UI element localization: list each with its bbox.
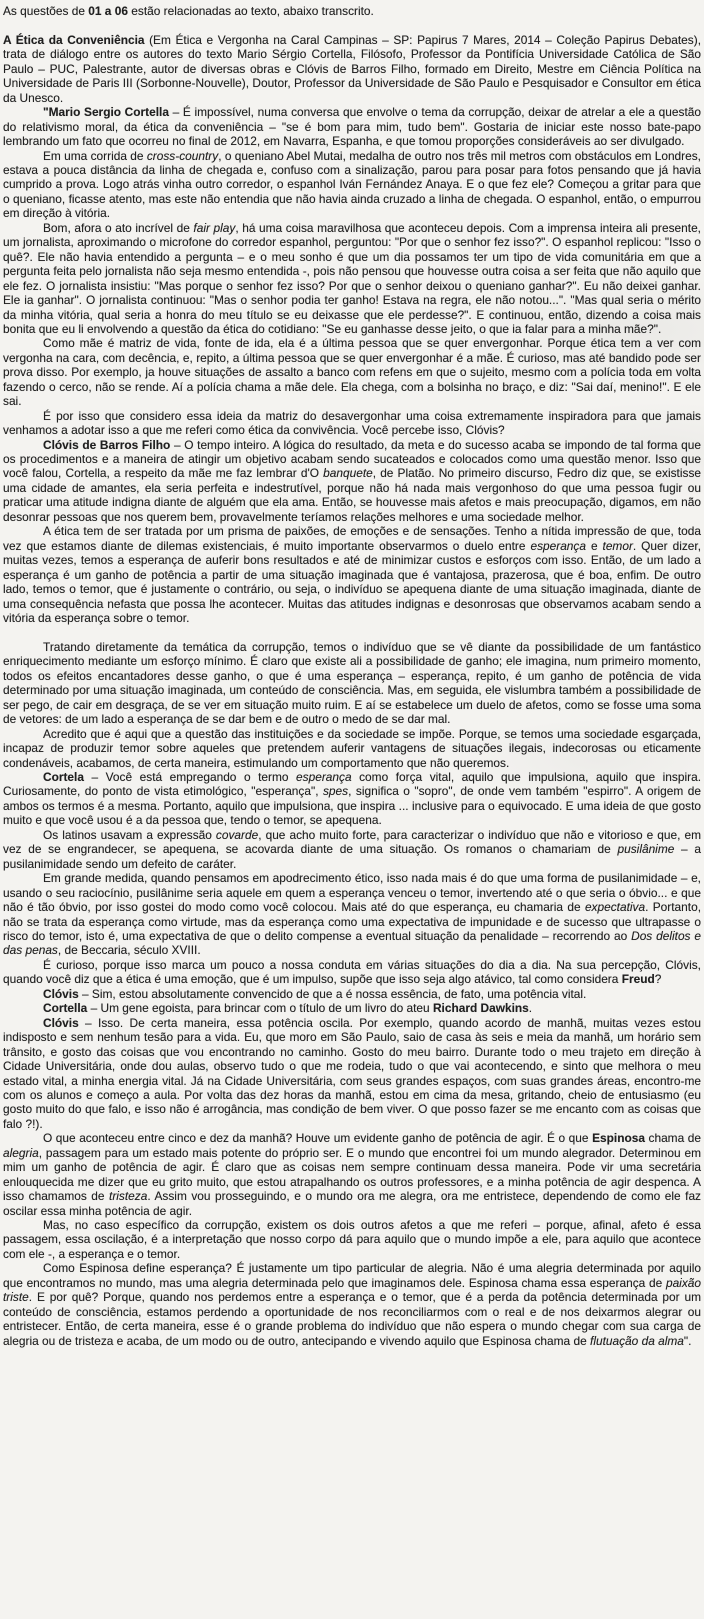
text-run: chama de (644, 1131, 701, 1146)
text-run: Tratando diretamente da temática da corrupção, temos o indivíduo que se vê diante da possibilidade de um fantástico enriquecimento mediante um esforço mínimo. É claro que existe ali a possibilidade de ganho; ele imagina, num primeiro momento, todos os efeitos encantadores desse ganho, o que é uma esperança – esperança, repito, é um ganho de potência de vida determinado por uma situação imaginada, um conteúdo de consciência. Mas, em seguida, ele vislumbra também a possibilidade de ser pego, de cair em desgraça, de se ver em situação muito ruim. E aí se estabelece um duelo de afetos, como se fosse uma soma de vetores: de um lado a esperança de se dar bem e de outro o medo de se dar mal. (3, 639, 701, 727)
paragraph (3, 1016, 701, 1132)
paragraph (3, 727, 701, 770)
italic-text-run: paixão triste (3, 1275, 701, 1305)
paragraph (3, 871, 701, 958)
bold-text-run: Richard Dawkins (432, 1001, 529, 1016)
text-run: , passagem para um estado mais potente do próprio ser. E o mundo que encontrei foi um mundo alegrador. Determinou em mim um ganho de potência de agir. É claro que as coisas nem sempre continuam dessa maneira. Pode vir uma secretária enlouquecida me dizer que eu grito muito, que estou atrapalhando os outros professores, e a minha potência de agir despenca. A isso chamamos de (3, 1145, 701, 1204)
text-run: Em uma corrida de (43, 148, 147, 163)
text-run: O que aconteceu entre cinco e dez da manhã? Houve um evidente ganho de potência de agir. É o que (43, 1131, 593, 1146)
paragraph (3, 1131, 701, 1218)
bold-text-run: "Mario Sergio Cortella (43, 105, 169, 120)
italic-text-run: spes (322, 784, 349, 799)
text-run: – Você está empregando o termo (83, 769, 297, 784)
italic-text-run: covarde (215, 827, 259, 842)
text-run: . E por quê? Porque, quando nos perdemos entre a esperança e o temor, que é a perda da potência determinada por um conteúdo de consciência, estamos perdendo a oportunidade de nos reconciliarmos com o real e de nos deixarmos alegrar ou entristecer. Então, de certa maneira, esse é o grande problema do indivíduo que não espera o mundo chegar com sua carga de alegria ou de tristeza e acaba, de um modo ou de outro, antecipando e vivendo aquilo que Espinosa chama de (3, 1290, 701, 1348)
text-run: Acredito que é aqui que a questão das instituições e da sociedade se impõe. Porque, se temos uma sociedade esgarçada, incapaz de produzir temor sobre aqueles que pretendem auferir vantagens de situações ilegais, indecorosas ou eticamente condenáveis, acabamos, de certa maneira, estimulando um comportamento que não queremos. (3, 726, 701, 770)
bold-text-run: Cortela (43, 769, 84, 784)
paragraph (3, 409, 701, 438)
text-run: É curioso, porque isso marca um pouco a nossa conduta em várias situações do dia a dia. Na sua percepção, Clóvis, quando você diz que a ética é uma emoção, que é um impulso, supõe que isso seja algo atávico, tal como considera (3, 957, 701, 987)
text-run: , o queniano Abel Mutai, medalha de outro nos três mil metros com obstáculos em Londres, estava a pouca distância da linha de chegada e, confuso com a sinalização, parou para posar para fotos pensando que já havia cumprido a prova. Logo atrás vinha outro corredor, o espanhol Iván Fernández Anaya. E o que fez ele? Começou a gritar para que o queniano, ficasse atento, mas este não entendia que não havia ainda cruzado a linha de chegada. O espanhol, então, o empurrou em direção à vitória. (3, 148, 701, 221)
paragraph (3, 4, 701, 18)
text-run: – É impossível, numa conversa que envolve o tema da corrupção, deixar de atrelar a ele a questão do relativismo moral, da ética da conveniência – "se é bom para mim, tudo bem". Gostaria de iniciar este nosso bate-papo lembrando um fato que ocorreu no final de 2012, em Navarra, Espanha, e que tomou proporções consideráveis ao ser divulgado. (3, 105, 701, 149)
italic-text-run: banquete (323, 466, 373, 481)
text-run: – Isso. De certa maneira, essa potência oscila. Por exemplo, quando acordo de manhã, muitas vezes estou indisposto e sem nenhum tesão para a vida. Eu, que moro em São Paulo, saio de casa às seis e meia da manhã, um horário sem trânsito, e gosto das coisas que vou encontrando no caminho. Gosto do meu bairro. Durante todo o meu trajeto em direção à Cidade Universitária, onde dou aulas, observo tudo o que me rodeia, tudo o que vai acontecendo, e sinto que melhora o meu estado vital, a minha energia vital. Já na Cidade Universitária, com seus grandes espaços, com suas grandes áreas, encontro-me com os alunos e começo a aula. Por volta das dez horas da manhã, estou em cima da mesa, gritando, cheio de entusiasmo (eu gosto muito do que falo, e isso não é arrogância, mas condição de bem viver. O que posso fazer se me encanto com as coisas que falo ?!). (3, 1015, 701, 1131)
text-run: (Em Ética e Vergonha na Caral Campinas – SP: Papirus 7 Mares, 2014 – Coleção Papirus Debates), trata de diálogo entre os autores do texto Mario Sérgio Cortella, Filósofo, Professor da Pontifícia Universidade Católica de São Paulo – PUC, Palestrante, autor de diversas obras e Clóvis de Barros Filho, formado em Direito, Mestre em Ciência Política na Universidade de Paris III (Sorbonne-Nouvelle), Doutor, Professor da Universidade de São Paulo e Pesquisador e Consultor em ética da Unesco. (3, 32, 701, 105)
italic-text-run: tristeza (109, 1189, 148, 1204)
paragraph (3, 149, 701, 221)
text-run: . Assim vou prosseguindo, e o mundo ora me alegra, ora me entristece, dependendo de como ele faz oscilar essa minha potência de agir. (3, 1189, 701, 1218)
text-run: , há uma coisa maravilhosa que aconteceu depois. Com a imprensa inteira ali presente, um jornalista, aproximando o microfone do corredor espanhol, perguntou: "Por que o senhor fez isso?". O espanhol replicou: "Isso o quê?. Ele não havia entendido a pergunta – e o meu sonho é que um dia possamos ter um tipo de vida comunitária em que a pergunta feita pelo jornalista não seja mesmo entendida -, pois não pensou que houvesse outra coisa a ser feita que não aquilo que ele fez. O jornalista insistiu: "Mas porque o senhor fez isso? Por que o senhor deixou o queniano ganhar?". Eu não deixei ganhar. Ele ia ganhar". O jornalista continuou: "Mas o senhor podia ter ganho! Estava na regra, ele não notou...". "Mas qual seria o mérito da minha vitória, qual seria a honra do meu título se eu deixasse que ele perdesse?". E continuou, então, dizendo a coisa mais bonita que eu li envolvendo a questão da ética do cotidiano: "Se eu ganhasse desse jeito, o que ia falar para a minha mãe?". (3, 220, 701, 336)
bold-text-run: A Ética da Conveniência (3, 32, 145, 47)
text-run: ". (683, 1333, 692, 1348)
bold-text-run: Cortella (43, 1001, 88, 1016)
paragraph (3, 958, 701, 987)
text-run: As questões de (3, 4, 89, 18)
bold-text-run: Clóvis (43, 986, 79, 1001)
italic-text-run: expectativa (584, 900, 646, 915)
text-run: , de Beccaria, século XVIII. (57, 943, 201, 958)
text-run: É por isso que considero essa ideia da matriz do desavergonhar uma coisa extremamente inspiradora para que jamais venhamos a adotar isso a que me referi como ética da convivência. Você percebe isso, Clóvis? (3, 408, 701, 438)
italic-text-run: fair play (193, 220, 236, 235)
paragraph (3, 524, 701, 625)
text-run: . Portanto, não se trata da esperança como virtude, mas da esperança como uma expectativa de impunidade e de sucesso que ultrapasse o risco do temor, isto é, uma expectativa de que o delito compense a eventual situação da penalidade – recorrendo ao (3, 900, 701, 943)
italic-text-run: esperança (296, 769, 352, 784)
italic-text-run: cross-country (146, 148, 219, 163)
text-run: , que acho muito forte, para caracterizar o indivíduo que não e vitorioso e que, em vez de se engrandecer, se apequena, se acovarda diante de uma situação. Os romanos o chamariam de (3, 827, 701, 857)
paragraph (3, 336, 701, 408)
text-run: e (585, 538, 603, 553)
text-run: Como mãe é matriz de vida, fonte de ida, ela é a última pessoa que se quer envergonhar. Porque ética tem a ver com vergonha na cara, com decência, e, repito, a última pessoa que se quer envergonhar é a mãe. É curioso, mas até bandido pode ser prova disso. Por exemplo, ja houve situações de assalto a banco com refens em que o sujeito, mesmo com a polícia toda em volta fazendo o cerco, não se rende. Aí a polícia chama a mãe dele. Ela chega, com a bolsinha no braço, e diz: "Sai daí, menino!". E ele sai. (3, 336, 701, 409)
paragraph (3, 105, 701, 148)
paragraph (3, 221, 701, 337)
bold-text-run: Espinosa (592, 1131, 645, 1146)
paragraph (3, 770, 701, 828)
text-run: como força vital, aquilo que impulsiona, aquilo que inspira. Curiosamente, do ponto de vista etimológico, "esperança", (3, 769, 701, 799)
text-run: Mas, no caso específico da corrupção, existem os dois outros afetos a que me referi – porque, afinal, afeto é essa passagem, essa oscilação, é a interpretação que nosso corpo dá para aquilo que o mundo impõe a ele, para aquilo que acontece com ele -, a esperança e o temor. (3, 1218, 701, 1261)
bold-text-run: Clóvis de Barros Filho (43, 437, 171, 452)
text-run: , significa o "sopro", de onde vem também "espirro". A origem de ambos os termos é a mesma. Portanto, aquilo que impulsiona, que inspira ... inclusive para o equivocado. E uma ideia de que gosto muito e que você usou é a da pessoa que, tendo o temor, se apequena. (3, 784, 701, 828)
text-run: Em grande medida, quando pensamos em apodrecimento ético, isso nada mais é do que uma forma de pusilanimidade – e, usando o seu raciocínio, pusilânime seria aquele em quem a esperança venceu o temor, invertendo até o que seria o óbvio... e que não é tão óbvio, por isso gostei do modo como você colocou. Mais até do que esperança, eu chamaria de (3, 871, 701, 915)
bold-text-run: 01 a 06 (88, 4, 128, 18)
italic-text-run: temor (602, 538, 633, 553)
italic-text-run: Dos delitos e das penas (3, 928, 701, 958)
text-run: Os latinos usavam a expressão (43, 827, 216, 842)
bold-text-run: Clóvis (43, 1015, 79, 1030)
paragraph (3, 828, 701, 871)
text-run: – Sim, estou absolutamente convencido de que a é nossa essência, de fato, uma potência vital. (78, 986, 587, 1001)
paragraph (3, 1218, 701, 1261)
text-run: , de Platão. No primeiro discurso, Fedro diz que, se existisse uma cidade de amantes, ela seria perfeita e indestrutível, porque não há nada mais vergonhoso do que uma pessoa fugir ou praticar uma atitude indigna diante de alguém que ela ama. Então, se houvesse mais afetos e mais preocupação, digamos, em não desonrar pessoas que nos querem bem, provavelmente teríamos relações melhores e uma sociedade melhor. (3, 466, 701, 524)
text-run: – a pusilanimidade sendo um defeito de caráter. (3, 842, 701, 871)
text-run: Bom, afora o ato incrível de (43, 220, 194, 235)
paragraph (3, 33, 701, 105)
text-run: . (528, 1001, 533, 1016)
text-run: – O tempo inteiro. A lógica do resultado, da meta e do sucesso acaba se impondo de tal forma que os procedimentos e a maneira de atingir um objetivo acabam sendo sucateados e colocados como uma questão menor. Isso que você falou, Cortella, a respeito da mãe me faz lembrar d'O (3, 437, 701, 481)
italic-text-run: alegria (3, 1145, 39, 1160)
text-run: Como Espinosa define esperança? É justamente um tipo particular de alegria. Não é uma alegria determinada por aquilo que encontramos no mundo, mas uma alegria determinada pelo que imaginamos dele. Espinosa chama essa esperança de (3, 1261, 701, 1290)
text-run: estão relacionadas ao texto, abaixo transcrito. (127, 4, 374, 18)
italic-text-run: pusilânime (617, 842, 675, 857)
text-run: A ética tem de ser tratada por um prisma de paixões, de emoções e de sensações. Tenho a nítida impressão de que, toda vez que estamos diante de dilemas existenciais, é muito importante observarmos o duelo entre (3, 524, 701, 553)
paragraph (3, 438, 701, 525)
text-run: – Um gene egoista, para brincar com o título de um livro do ateu (87, 1001, 433, 1016)
italic-text-run: flutuação da alma (590, 1333, 684, 1348)
text-run: . Quer dizer, muitas vezes, temos a esperança de auferir bons resultados e até de minimizar custos e esforços com isso. Então, de um lado a esperança é um ganho de potência a partir de uma situação imaginada que é vantajosa, prazerosa, que é boa, enfim. De outro lado, temos o temor, que é justamente o contrário, ou seja, o indivíduo se apequena diante de uma situação imaginada, diante de uma consequência nefasta que possa lhe acontecer. Muitas das atitudes indignas e desonrosas que observamos acabam sendo a vitória da esperança sobre o temor. (3, 538, 701, 626)
paragraph (3, 1001, 701, 1015)
paragraph (3, 640, 701, 727)
paragraph (3, 1261, 701, 1348)
text-run: ? (654, 972, 662, 987)
paragraph (3, 987, 701, 1001)
document-text (3, 4, 701, 1348)
bold-text-run: Freud (621, 972, 655, 987)
italic-text-run: esperança (530, 538, 586, 553)
